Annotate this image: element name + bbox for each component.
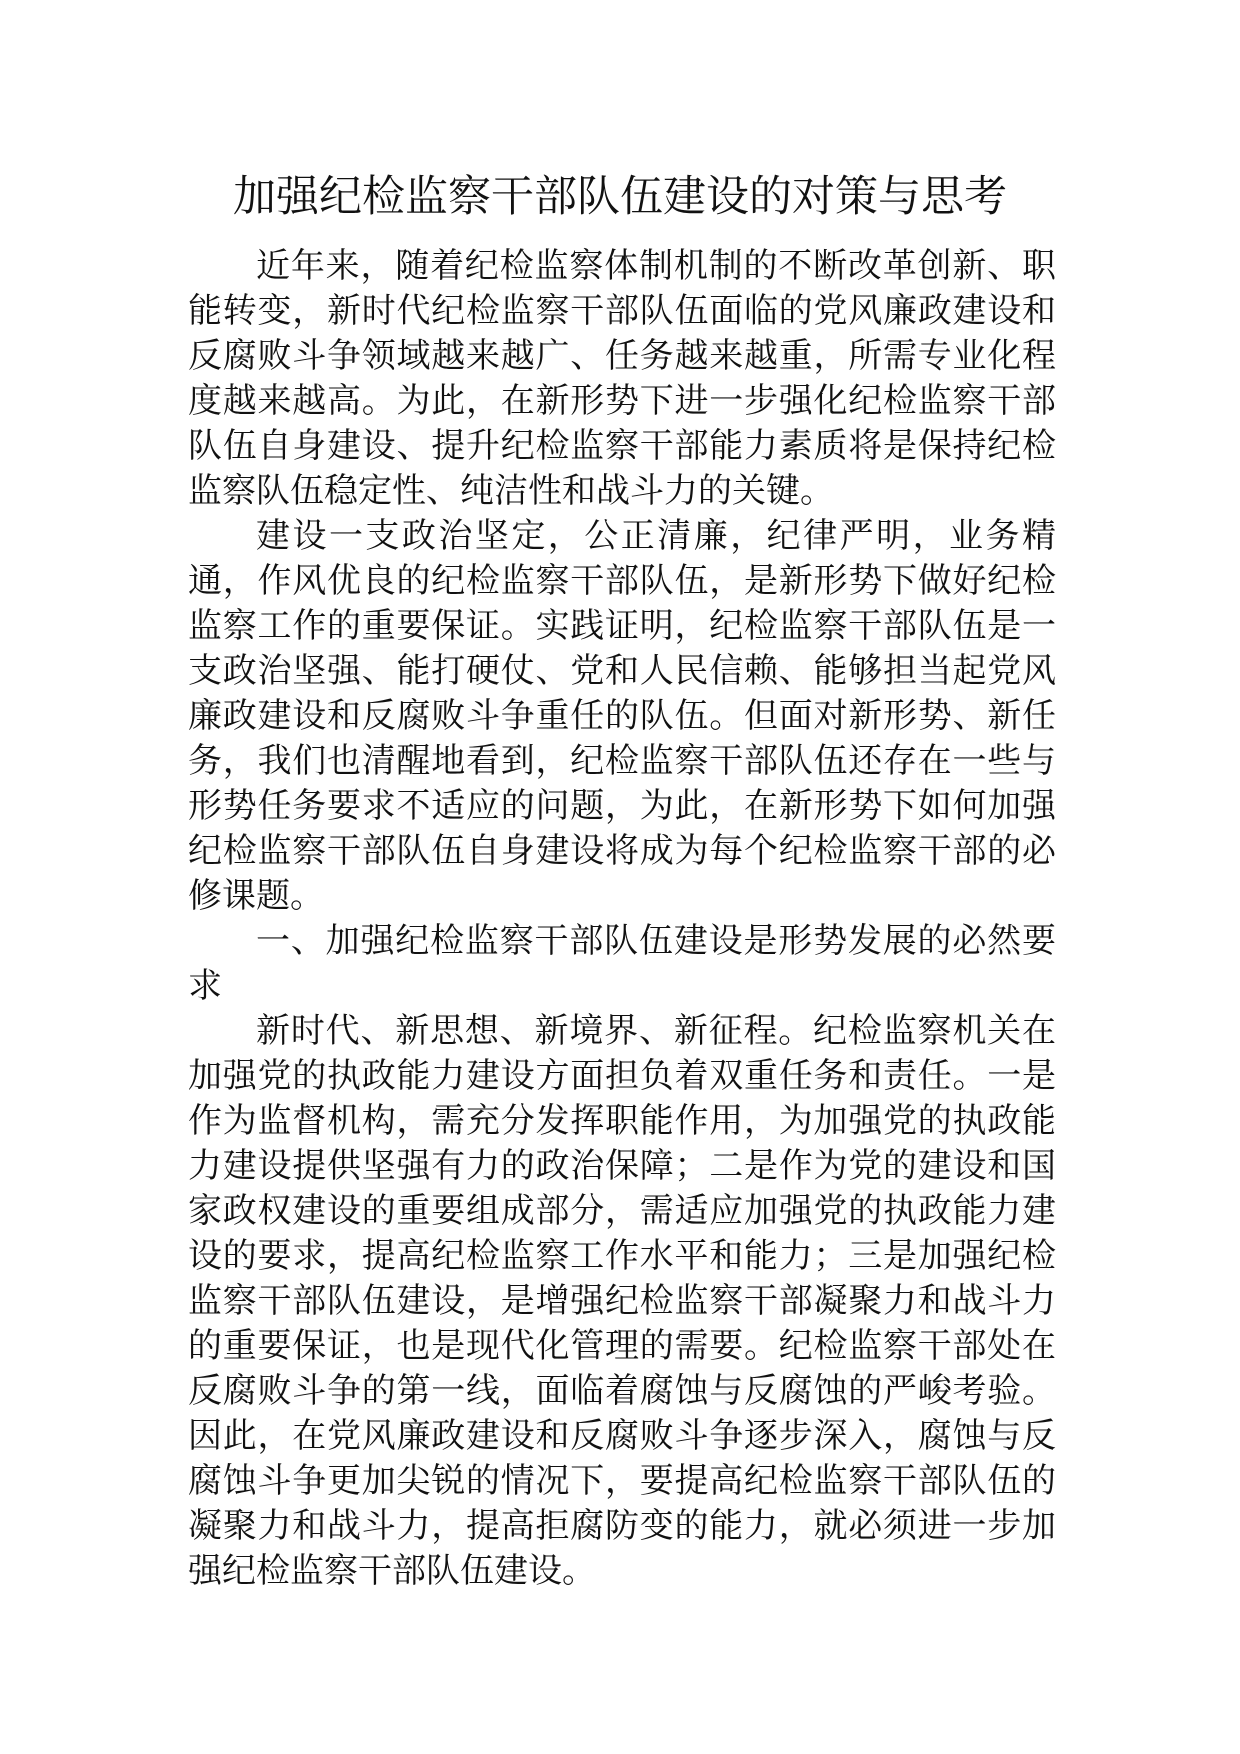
- document-title: 加强纪检监察干部队伍建设的对策与思考: [233, 172, 1007, 222]
- paragraph-team-building: 建设一支政治坚定，公正清廉，纪律严明，业务精通，作风优良的纪检监察干部队伍，是新形势下做好纪检监察工作的重要保证。实践证明，纪检监察干部队伍是一支政治坚强、能打硬仗、党和人民信赖、能够担当起党风廉政建设和反腐败斗争重任的队伍。但面对新形势、新任务，我们也清醒地看到，纪检监察干部队伍还存在一些与形势任务要求不适应的问题，为此，在新形势下如何加强纪检监察干部队伍自身建设将成为每个纪检监察干部的必修课题。: [188, 516, 1056, 916]
- paragraph-section-1-body: 新时代、新思想、新境界、新征程。纪检监察机关在加强党的执政能力建设方面担负着双重任务和责任。一是作为监督机构，需充分发挥职能作用，为加强党的执政能力建设提供坚强有力的政治保障；二是作为党的建设和国家政权建设的重要组成部分，需适应加强党的执政能力建设的要求，提高纪检监察工作水平和能力；三是加强纪检监察干部队伍建设，是增强纪检监察干部凝聚力和战斗力的重要保证，也是现代化管理的需要。纪检监察干部处在反腐败斗争的第一线，面临着腐蚀与反腐蚀的严峻考验。因此，在党风廉政建设和反腐败斗争逐步深入，腐蚀与反腐蚀斗争更加尖锐的情况下，要提高纪检监察干部队伍的凝聚力和战斗力，提高拒腐防变的能力，就必须进一步加强纪检监察干部队伍建设。: [188, 1011, 1056, 1591]
- paragraph-intro: 近年来，随着纪检监察体制机制的不断改革创新、职能转变，新时代纪检监察干部队伍面临的党风廉政建设和反腐败斗争领域越来越广、任务越来越重，所需专业化程度越来越高。为此，在新形势下进一步强化纪检监察干部队伍自身建设、提升纪检监察干部能力素质将是保持纪检监察队伍稳定性、纯洁性和战斗力的关键。: [188, 246, 1056, 511]
- section-heading-1: 一、加强纪检监察干部队伍建设是形势发展的必然要求: [188, 921, 1056, 1006]
- document-body: [188, 244, 1056, 1594]
